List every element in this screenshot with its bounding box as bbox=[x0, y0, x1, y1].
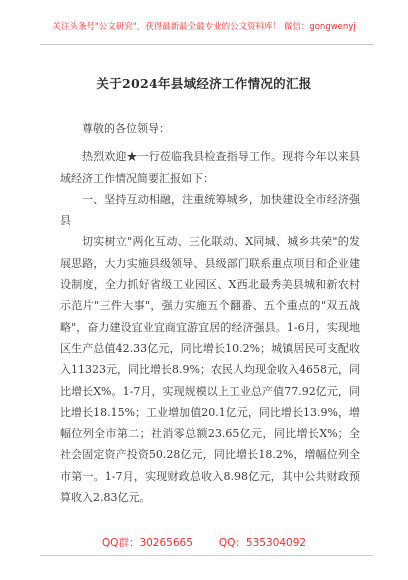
qq-group: QQ群：30265665 bbox=[101, 537, 193, 549]
qq-number: QQ：535304092 bbox=[218, 537, 307, 549]
section-heading: 一、坚持互动相融，注重统筹城乡，加快建设全市经济强县 bbox=[60, 192, 360, 228]
footer-divider bbox=[40, 555, 374, 556]
document-title: 关于2024年县域经济工作情况的汇报 bbox=[96, 76, 312, 91]
salutation: 尊敬的各位领导： bbox=[82, 122, 170, 135]
footer-contact bbox=[0, 535, 408, 550]
header-divider bbox=[40, 44, 374, 45]
intro-paragraph: 热烈欢迎★一行莅临我县检查指导工作。现将今年以来县域经济工作情况简要汇报如下： bbox=[60, 150, 360, 185]
top-banner: 关注头条号"公文研究"，获得最新最全最专业的公文资料库！ 微信：gongwenyj bbox=[52, 22, 356, 32]
document-body bbox=[60, 118, 360, 508]
body-paragraph: 切实树立"两化互动、三化联动、X同城、城乡共荣"的发展思路，大力实施县级领导、县级部门联系重点项目和企业建设制度，全力抓好省级工业园区、X西北最秀美县城和新农村示范片"三件大事"，强力实施五个翻番、五个重点的"双五战略"，奋力建设宜业宜商宜游宜居的经济强县。1-6月，实现地区生产总值42.33亿元，同比增长10.2%；城镇居民可支配收入11323元，同比增长8.9%；农民人均现金收入4658元，同比增长X%。1-7月，实现规模以上工业总产值77.92亿元，同比增长18.15%；工业增加值20.1亿元，同比增长13.9%，增幅位列全市第二；社消零总额23.65亿元，同比增长X%；全社会固定资产投资50.28亿元，同比增长18.2%，增幅位列全市第一。1-7月，实现财政总收入8.98亿元，其中公共财政预算收入2.83亿元。 bbox=[60, 235, 360, 505]
